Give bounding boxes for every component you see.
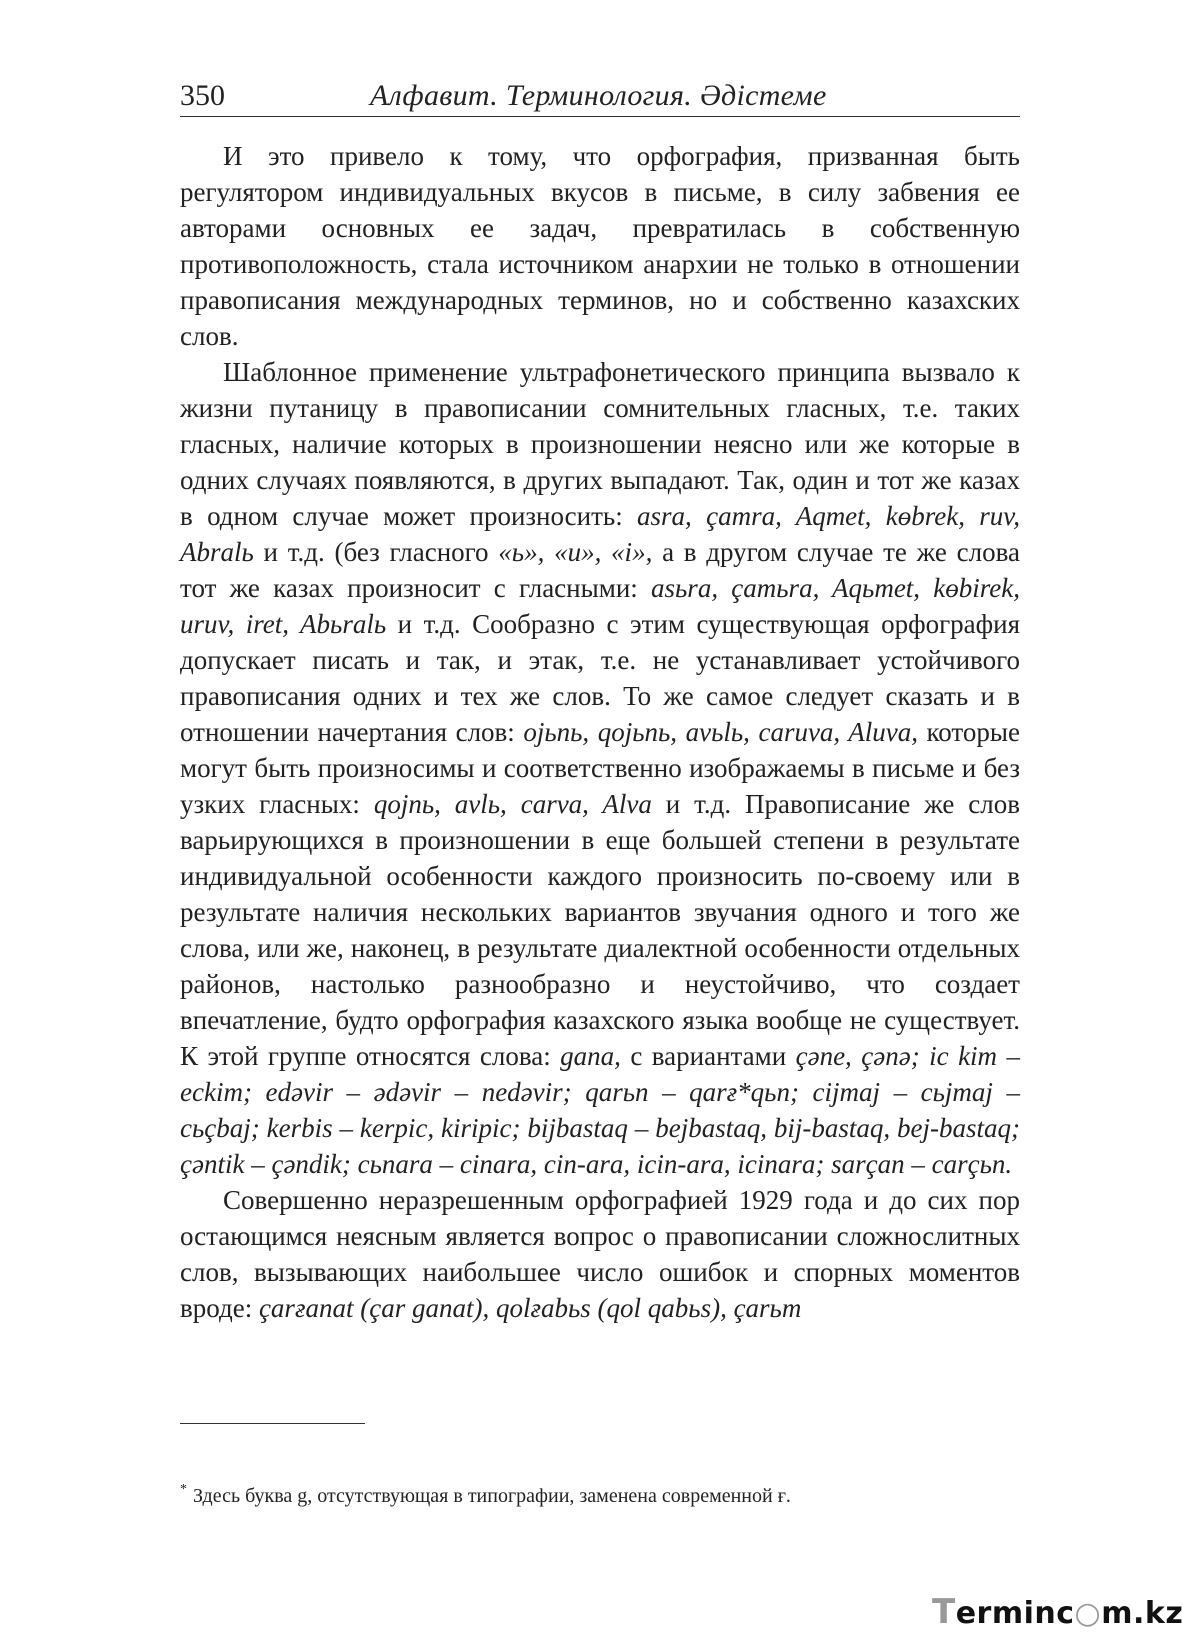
footnote-marker: *	[180, 1482, 187, 1497]
text-run: с вариантами	[620, 1041, 796, 1071]
text-run: и т.д. Правописание же слов варьирующихся в произношении в еще большей степени в результате индивидуальной особенности каждого произносить по-своему или в результате наличия нескольких вариантов звучания одного и того же слова, или же, наконец, в результате диалектной особенности отдельных районов, настолько разнообразно и неустойчиво, что создает впечатление, будто орфография казахского языка вообще не существует. К этой группе относятся слова:	[180, 789, 1020, 1071]
watermark-text: erminc	[955, 1596, 1075, 1631]
italic-run: qojnь, avlь, carva, Alva	[373, 789, 652, 819]
magnifier-icon: ○	[1074, 1596, 1102, 1631]
text-run: которые могут быть произносимы и соответственно изображаемы в письме и без узких гласных:	[180, 717, 1020, 819]
site-watermark-logo	[932, 1594, 1183, 1630]
text-run: и т.д. Сообразно с этим существующая орфография допускает писать и так, и этак, т.е. не устанавливает устойчивого правописания одних и тех же слов. То же самое следует сказать и в отношении начертания слов:	[180, 609, 1020, 747]
text-run: И это привело к тому, что орфография, призванная быть регулятором индивидуальных вкусов в письме, в силу забвения ее авторами основных ее задач, превратилась в собственную противоположность, стала источником анархии не только в отношении правописания международных терминов, но и собственно казахских слов.	[180, 141, 1020, 351]
watermark-domain: m.kz	[1101, 1596, 1183, 1631]
italic-run: asьra, çamьra, Aqьmet, kөbirek, uruv, iret, Abьralь	[180, 573, 1020, 639]
page-number: 350	[180, 79, 225, 112]
italic-run: asra, çamra, Aqmet, kөbrek, ruv, Abralь	[180, 501, 1020, 567]
text-run: и т.д. (без гласного	[253, 537, 499, 567]
text-run: Шаблонное применение ультрафонетического принципа вызвало к жизни путаницу в правописании сомнительных гласных, т.е. таких гласных, наличие которых в произношении неясно или же которые в одних случаях появляются, в других выпадают. Так, один и тот же казах в одном случае может произносить:	[180, 357, 1020, 531]
running-title: Алфавит. Терминология. Әдістеме	[370, 79, 827, 112]
italic-run: çәne, çәnә; ic kim – eckim; edәvir – әdәvir – nedәvir; qarьn – qarғ*qьn; cijmaj – cьjmaj – cьçbaj; kerbis – kerpic, kiripic; bijbastaq – bejbastaq, bij-bastaq, bej-bastaq; çәntik – çәndik; cьnara – cinara, cin-ara, icin-ara, icinara; sarçan – carçьn.	[180, 1041, 1020, 1179]
paragraph	[180, 1182, 1020, 1326]
text-run: а в другом случае те же слова тот же казах произносит с гласными:	[180, 537, 1020, 603]
paragraph	[180, 354, 1020, 1182]
watermark-initial: T	[932, 1592, 956, 1632]
footnote-divider	[180, 1423, 365, 1424]
italic-run: ojьnь, qojьnь, avьlь, caruva, Aluva,	[523, 717, 918, 747]
italic-run: çarғanat (çar ganat), qolғabьs (qol qabьs), çarьm	[258, 1293, 802, 1323]
italic-run: «ь», «и», «i»,	[498, 537, 653, 567]
page-header	[180, 76, 1020, 117]
paragraph	[180, 138, 1020, 354]
text-run: Совершенно неразрешенным орфографией 1929 года и до сих пор остающимся неясным является вопрос о правописании сложнослитных слов, вызывающих наибольшее число ошибок и спорных моментов вроде:	[180, 1185, 1020, 1323]
body-text	[180, 138, 1020, 1326]
footnote	[180, 1477, 1020, 1509]
footnote-text: Здесь буква g, отсутствующая в типографии, заменена современной ғ.	[193, 1485, 791, 1507]
italic-run: gana,	[560, 1041, 621, 1071]
